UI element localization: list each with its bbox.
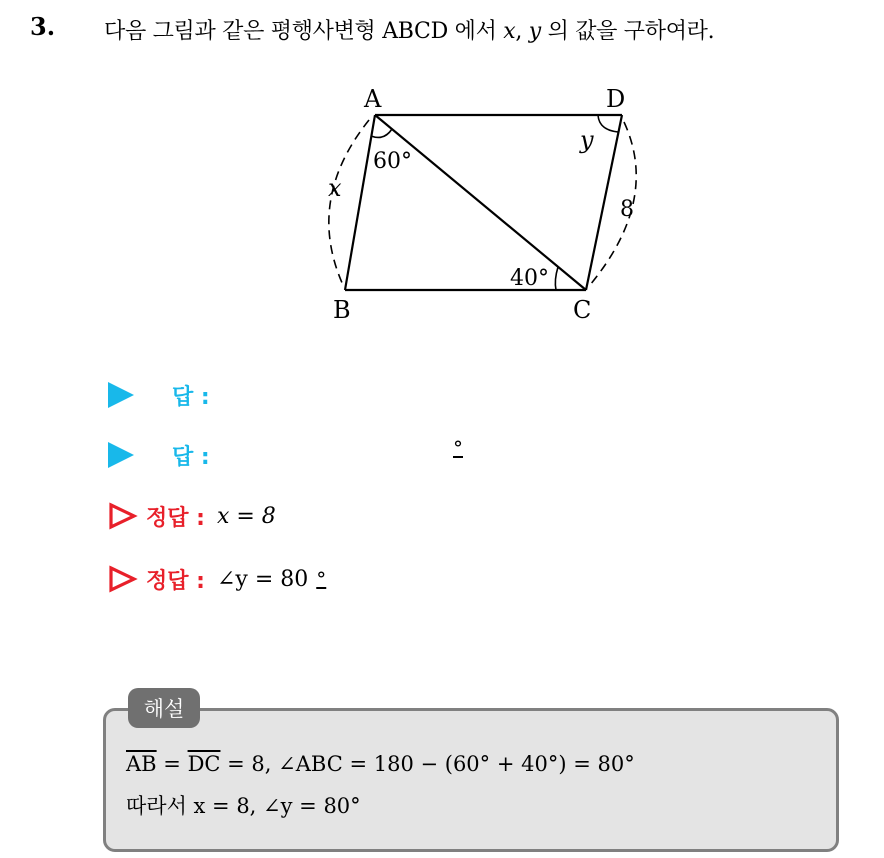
vertex-b-label: B xyxy=(333,296,351,324)
vertex-c-label: C xyxy=(573,296,592,324)
correct-answer-row-1 xyxy=(108,498,276,534)
answer-row-2 xyxy=(108,437,210,473)
answer-label-2: 답 : xyxy=(172,444,210,470)
question-text: 다음 그림과 같은 평행사변형 ABCD 에서 x, y 의 값을 구하여라. xyxy=(104,19,715,44)
parallelogram-figure xyxy=(0,0,884,340)
outline-play-icon xyxy=(108,502,138,530)
solution-line-1: $\overline{AB} = \overline{DC} = 8$, ∠ABC = 180 − (60° + 40°) = 80° xyxy=(126,752,635,776)
solution-box xyxy=(103,708,839,852)
side-ab xyxy=(345,115,375,290)
var-x-label: x xyxy=(328,174,342,202)
vertex-a-label: A xyxy=(364,85,382,113)
solution-line-2: 따라서 x = 8, ∠y = 80° xyxy=(126,794,361,818)
var-y-label: y xyxy=(580,126,594,154)
brace-x xyxy=(329,120,369,285)
answer-row-1 xyxy=(108,377,210,413)
correct-value-2: ∠y = 80 xyxy=(216,566,309,592)
play-arrow-icon xyxy=(108,442,134,468)
angle-a-label: 60° xyxy=(373,149,412,174)
correct-label-2: 정답 : xyxy=(146,568,205,594)
side-dc-label: 8 xyxy=(620,197,634,222)
angle-arc-d xyxy=(598,115,618,132)
solution-tag: 해설 xyxy=(128,688,200,728)
angle-arc-c xyxy=(555,267,558,290)
play-arrow-icon xyxy=(108,382,134,408)
diagonal-ac xyxy=(375,115,586,290)
outline-play-icon xyxy=(108,565,138,593)
correct-label-1: 정답 : xyxy=(146,505,205,531)
answer-blank-unit: ° xyxy=(453,436,463,460)
vertex-d-label: D xyxy=(606,85,626,113)
question-number: 3. xyxy=(30,12,56,41)
answer-label-1: 답 : xyxy=(172,384,210,410)
correct-value-1: x = 8 xyxy=(216,503,276,529)
angle-arc-a xyxy=(371,129,392,137)
angle-c-label: 40° xyxy=(510,266,549,291)
correct-answer-row-2 xyxy=(108,561,326,597)
correct-unit: ° xyxy=(316,567,327,591)
